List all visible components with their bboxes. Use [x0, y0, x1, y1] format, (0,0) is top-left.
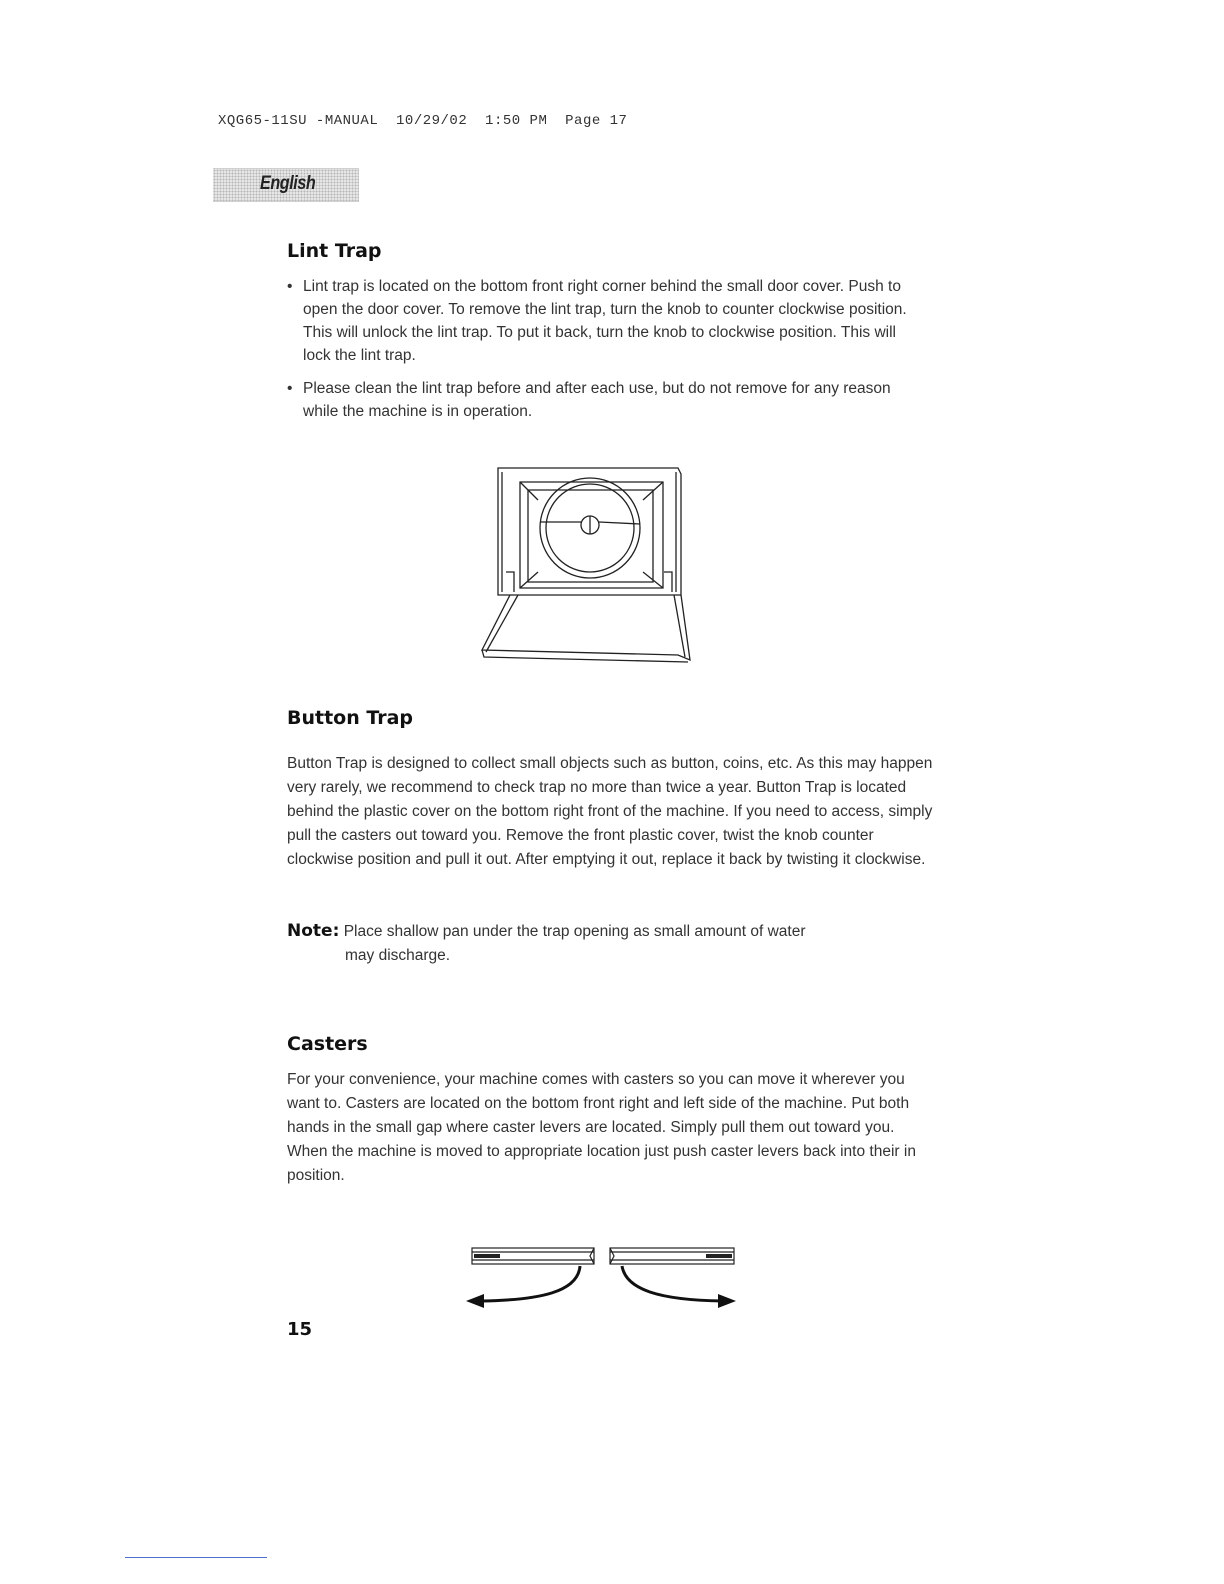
button-trap-body: Button Trap is designed to collect small objects such as button, coins, etc. As this may happen very rarely, we recommend to check trap no more than twice a year. Button Trap is located behind the plastic cover on the bottom right front of the machine. If you need to access, simply pull the casters out toward you. Remove the front plastic cover, twist the knob counter clockwise position and pull it out. After emptying it out, replace it back by twisting it clockwise.: [287, 755, 933, 868]
lint-trap-bullet-1: • Lint trap is located on the bottom front right corner behind the small door cover. Push to open the door cover. To remove the lint trap, turn the knob to counter clockwise position. This will unlock the lint trap. To put it back, turn the knob to clockwise position. This will lock the lint trap.: [287, 275, 927, 367]
casters-illustration: [460, 1240, 740, 1312]
note-line-1: Place shallow pan under the trap opening as small amount of water: [343, 923, 806, 940]
footer-rule: [125, 1557, 267, 1558]
language-tab: [213, 168, 359, 202]
note-line-2: may discharge.: [345, 947, 451, 964]
file-header-line: XQG65-11SU -MANUAL 10/29/02 1:50 PM Page 17: [218, 113, 628, 129]
language-tab-label: English: [260, 173, 316, 194]
note-label: Note:: [287, 921, 340, 941]
button-trap-heading: Button Trap: [287, 707, 414, 729]
lint-trap-heading: Lint Trap: [287, 240, 382, 262]
lint-trap-illustration: [478, 460, 698, 670]
lint-trap-bullet-2: • Please clean the lint trap before and after each use, but do not remove for any reason while the machine is in operation.: [287, 377, 927, 423]
casters-heading: Casters: [287, 1033, 368, 1055]
casters-body: For your convenience, your machine comes with casters so you can move it wherever you want to. Casters are located on the bottom front right and left side of the machine. Put both hands in the small gap where caster levers are located. Simply pull them out toward you. When the machine is moved to appropriate location just push caster levers back into their in position.: [287, 1071, 916, 1184]
page-number: 15: [287, 1319, 313, 1340]
button-trap-note: [287, 919, 937, 968]
